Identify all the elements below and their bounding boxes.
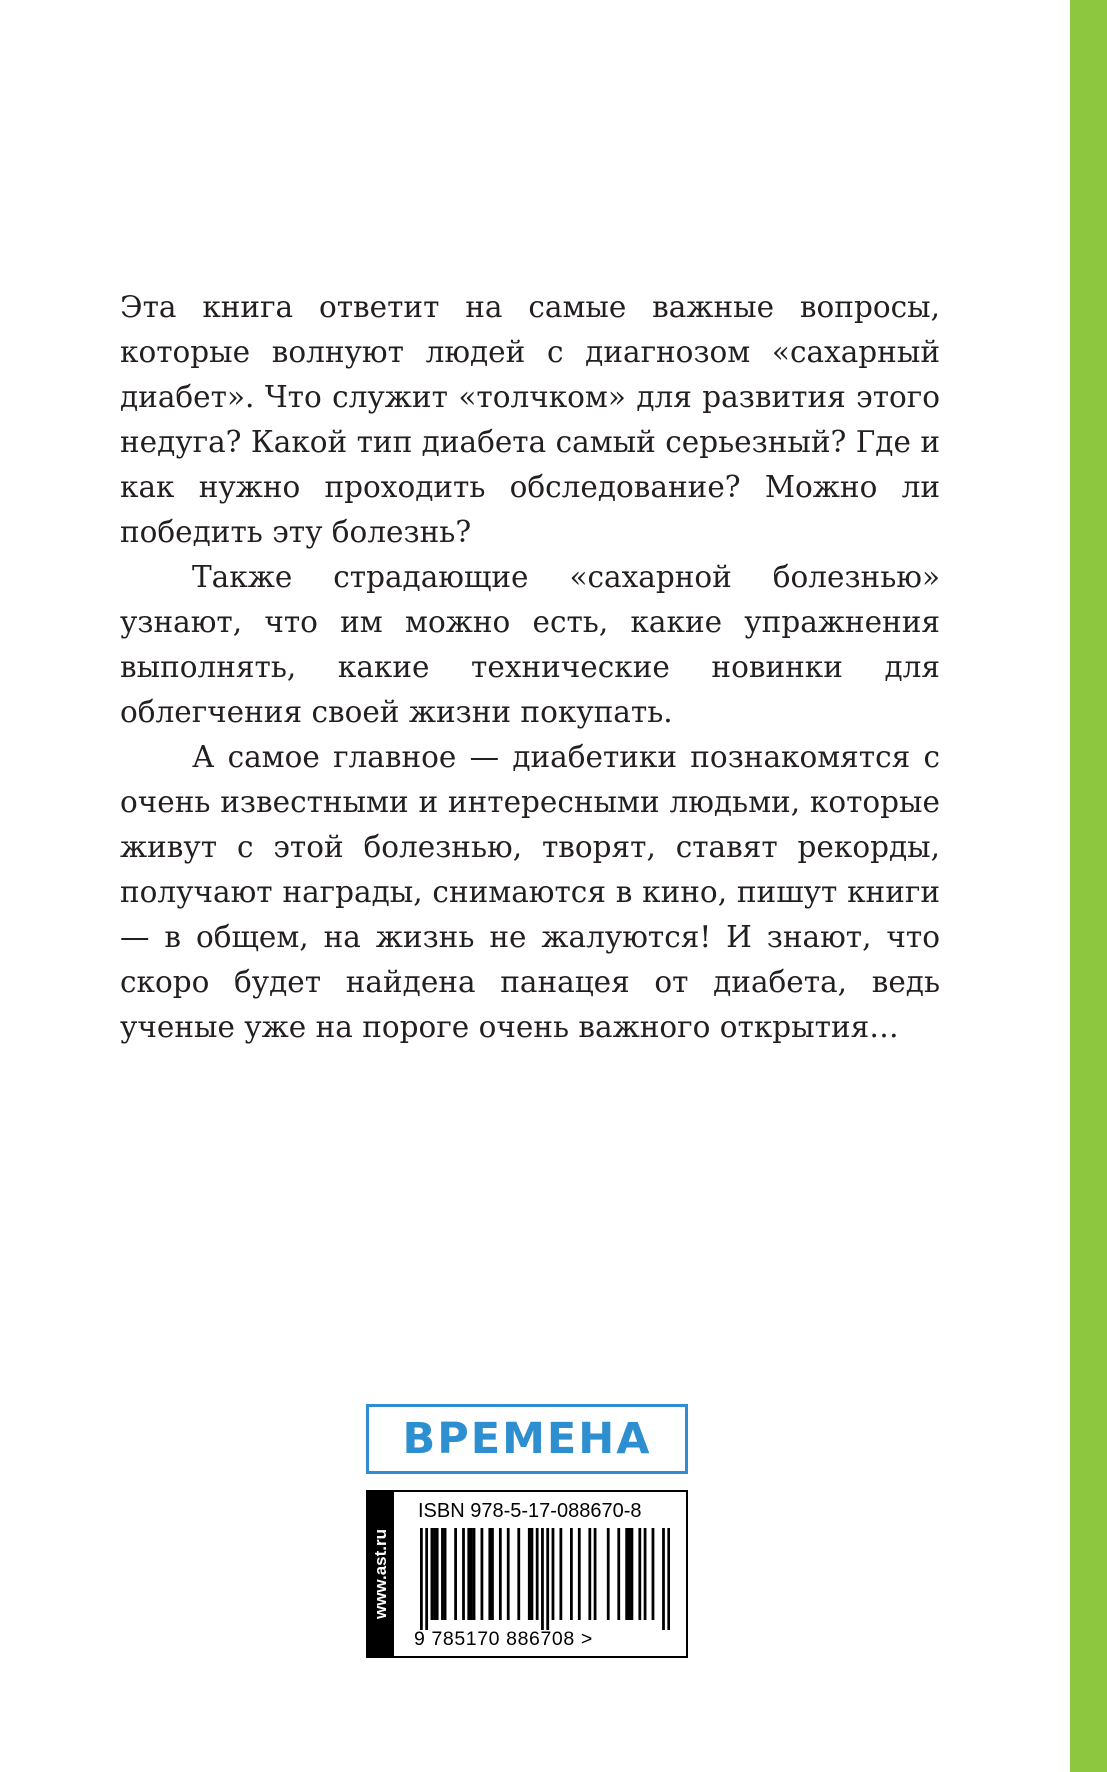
barcode-box [366, 1490, 688, 1658]
publisher-logo-text: ВРЕМЕНА [402, 1414, 652, 1464]
barcode-bar [517, 1528, 520, 1620]
blurb-paragraph-3: А самое главное — диабетики познакомятся с очень известными и интересными людьми, которые живут с этой болезнью, творят, ставят рекорды, получают награды, снимаются в кино, пишут книги — в общем, на жизнь не жалуются! И знают, что скоро будет найдена панацея от диабета, ведь ученые уже на пороге очень важного открытия… [120, 740, 940, 1044]
barcode-bar [594, 1528, 597, 1620]
barcode-bar [444, 1528, 447, 1620]
barcode-bar [433, 1528, 436, 1620]
barcode-bar [628, 1528, 631, 1620]
barcode-bar [425, 1528, 428, 1630]
barcode-bar [570, 1528, 573, 1620]
barcode-bar [420, 1528, 423, 1630]
barcode-bar [481, 1528, 484, 1620]
barcode-bar [638, 1528, 641, 1620]
barcode-bar [436, 1528, 439, 1620]
barcode-bar [467, 1528, 470, 1620]
barcode-bar [588, 1528, 591, 1620]
barcode-bar [617, 1528, 620, 1620]
barcode-bar [536, 1528, 539, 1620]
barcode-bar [531, 1528, 534, 1620]
barcode-bar [559, 1528, 562, 1620]
barcode-bar [578, 1528, 581, 1620]
isbn-label: ISBN 978-5-17-088670-8 [418, 1500, 642, 1522]
barcode-bar [454, 1528, 457, 1620]
website-label: www.ast.ru [371, 1528, 390, 1620]
barcode-bar [499, 1528, 502, 1620]
barcode-bar [625, 1528, 628, 1620]
barcode-bars [420, 1528, 670, 1630]
barcode-bar [631, 1528, 634, 1620]
barcode-bar [546, 1528, 549, 1630]
barcode-bar [552, 1528, 555, 1620]
barcode-bar [667, 1528, 670, 1630]
barcode-bar [491, 1528, 494, 1620]
blurb-paragraph-1: Эта книга ответит на самые важные вопросы, которые волнуют людей с диагнозом «сахарный диабет». Что служит «толчком» для развития этого недуга? Какой тип диабета самый серьезный? Где и как нужно проходить обследование? Можно ли победить эту болезнь? [120, 290, 940, 549]
barcode-bar [607, 1528, 610, 1620]
website-strip [368, 1492, 394, 1656]
barcode-bar [473, 1528, 476, 1620]
ean-digits: 9 785170 886708 > [414, 1628, 593, 1650]
barcode-bar [652, 1528, 655, 1620]
barcode-bar [431, 1528, 434, 1620]
barcode-bar [507, 1528, 510, 1620]
barcode-bar [662, 1528, 665, 1630]
blurb-paragraph-2: Также страдающие «сахарной болезнью» узнают, что им можно есть, какие упражнения выполнять, какие технические новинки для облегчения своей жизни покупать. [120, 560, 940, 729]
barcode-bar [488, 1528, 491, 1620]
green-spine-stripe [1070, 0, 1107, 1772]
barcode-bar [441, 1528, 444, 1620]
publisher-logo [366, 1404, 688, 1474]
barcode-bar [541, 1528, 544, 1630]
barcode-bar [470, 1528, 473, 1620]
barcode-bar [644, 1528, 647, 1620]
barcode-bar [528, 1528, 531, 1620]
barcode-bar [462, 1528, 465, 1620]
back-cover-blurb [120, 285, 940, 1050]
